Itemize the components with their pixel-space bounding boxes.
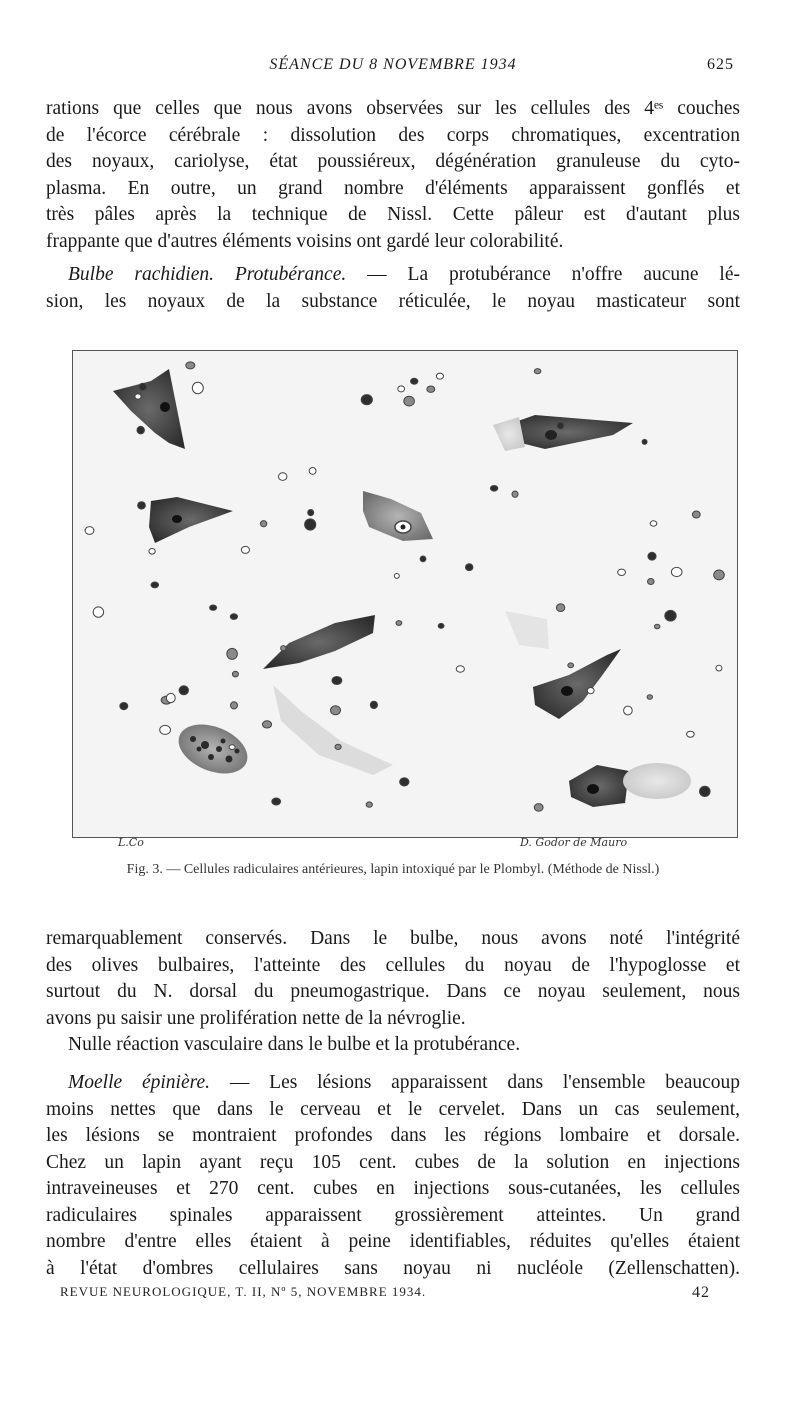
glial-nucleus: [139, 383, 147, 390]
nucleolus: [401, 525, 406, 530]
glial-nucleus: [568, 663, 574, 668]
glial-nucleus: [93, 607, 103, 617]
glial-nucleus: [160, 725, 171, 734]
glial-nucleus: [411, 378, 418, 384]
micrograph-illustration: [73, 351, 737, 837]
glial-nucleus: [230, 614, 237, 620]
pale-cell: [623, 763, 691, 799]
glial-nucleus: [272, 798, 281, 805]
glial-nucleus: [186, 362, 195, 369]
glial-nucleus: [227, 648, 238, 659]
text-line: [46, 1070, 740, 1097]
glial-nucleus: [687, 731, 695, 737]
sheet-number: 42: [692, 1284, 710, 1301]
glial-nucleus: [281, 646, 286, 651]
paragraph-vascular: [46, 1032, 740, 1059]
glial-nucleus: [192, 382, 203, 393]
glial-nucleus: [179, 686, 188, 695]
glial-nucleus: [716, 665, 722, 671]
journal-reference: REVUE NEUROLOGIQUE, T. II, Nº 5, NOVEMBRE 1934.: [60, 1284, 427, 1299]
glial-nucleus: [700, 786, 711, 796]
text-line: plasma. En outre, un grand nombre d'éléments apparaissent gonflés et: [46, 177, 740, 199]
glial-nucleus: [232, 671, 238, 677]
glial-nucleus: [305, 519, 316, 530]
nucleus: [172, 515, 182, 523]
page-number: 625: [707, 56, 734, 73]
glial-nucleus: [512, 491, 518, 497]
paragraph-cortex: [46, 96, 740, 255]
glial-nucleus: [260, 521, 266, 527]
paragraph-bulbe: [46, 262, 740, 315]
text-run: — Les lésions apparaissent dans l'ensemble beaucoup: [210, 1072, 740, 1093]
glial-nucleus: [420, 556, 426, 562]
text-line: [46, 262, 740, 289]
glial-nucleus: [335, 744, 341, 749]
glial-nucleus: [309, 468, 316, 475]
nucleus: [545, 430, 557, 440]
glial-nucleus: [624, 706, 633, 715]
glial-nucleus: [648, 579, 655, 585]
glial-nucleus: [534, 369, 541, 374]
text-line: les lésions se montraient profondes dans les régions lombaire et dorsale.: [46, 1125, 740, 1146]
glial-nucleus: [692, 511, 700, 518]
glial-nucleus: [654, 624, 660, 628]
glial-nucleus: [400, 778, 409, 786]
glial-nucleus: [210, 605, 217, 610]
glial-nucleus: [279, 473, 287, 481]
glial-nucleus: [436, 373, 443, 379]
glial-nucleus: [151, 582, 159, 588]
glial-nucleus: [394, 574, 399, 579]
text-line: surtout du N. dorsal du pneumogastrique. Dans ce noyau seulement, nous: [46, 981, 740, 1002]
glial-nucleus: [262, 721, 271, 728]
glial-nucleus: [166, 693, 175, 702]
glial-nucleus: [135, 394, 141, 399]
glial-nucleus: [361, 395, 372, 405]
paragraph-bulbe-continued: [46, 926, 740, 1032]
glial-nucleus: [231, 702, 238, 709]
glial-nucleus: [587, 688, 594, 694]
text-line: moins nettes que dans le cerveau et le cervelet. Dans un cas seulement,: [46, 1098, 740, 1120]
text-line: Chez un lapin ayant reçu 105 cent. cubes de la solution en injections: [46, 1151, 740, 1173]
text-line: très pâles après la technique de Nissl. Cette pâleur est d'autant plus: [46, 204, 740, 225]
text-line: nombre d'entre elles étaient à peine identifiables, réduites qu'elles étaient: [46, 1231, 740, 1252]
text-line: sion, les noyaux de la substance réticulée, le noyau masticateur sont: [46, 290, 740, 312]
glial-nucleus: [534, 804, 543, 812]
text-line: des olives bulbaires, l'atteinte des cellules du noyau de l'hypoglosse et: [46, 954, 740, 976]
glial-nucleus: [648, 552, 656, 560]
nucleus: [160, 402, 170, 412]
text-line: de l'écorce cérébrale : dissolution des corps chromatiques, excentration: [46, 124, 740, 146]
glial-nucleus: [396, 621, 402, 626]
glial-nucleus: [671, 567, 682, 576]
illustrator-signature-left: L.Co: [118, 836, 144, 849]
glial-nucleus: [370, 701, 377, 708]
glial-nucleus: [137, 426, 144, 434]
glial-nucleus: [120, 703, 128, 710]
glial-nucleus: [308, 510, 314, 516]
figure-nissl-micrograph: [72, 350, 738, 838]
figure-caption: Fig. 3. — Cellules radiculaires antérieures, lapin intoxiqué par le Plombyl. (Méthode de Nissl.): [126, 862, 660, 877]
glial-nucleus: [618, 569, 626, 575]
running-title: SÉANCE DU 8 NOVEMBRE 1934: [269, 56, 517, 73]
glial-nucleus: [665, 610, 676, 621]
section-heading-moelle: Moelle épinière.: [68, 1072, 211, 1093]
text-line: frappante que d'autres éléments voisins ont gardé leur colorabilité.: [46, 230, 564, 252]
glial-nucleus: [466, 564, 473, 571]
text-line: radiculaires spinales apparaissent grossièrement atteintes. Un grand: [46, 1204, 740, 1226]
text-line: Nulle réaction vasculaire dans le bulbe et la protubérance.: [68, 1034, 521, 1055]
nucleus: [561, 686, 573, 696]
glial-nucleus: [398, 386, 405, 392]
glial-nucleus: [427, 386, 435, 392]
glial-nucleus: [404, 396, 415, 406]
glial-nucleus: [229, 745, 235, 750]
glial-nucleus: [650, 521, 657, 526]
page-footer: [60, 1284, 710, 1308]
text-line: rations que celles que nous avons observées sur les cellules des 4ᵉˢ couches: [46, 98, 740, 119]
text-line: remarquablement conservés. Dans le bulbe, nous avons noté l'intégrité: [46, 928, 740, 949]
glial-nucleus: [149, 549, 155, 555]
text-line: à l'état d'ombres cellulaires sans noyau ni nucléole (Zellenschatten).: [46, 1257, 740, 1279]
text-line: intraveineuses et 270 cent. cubes en injections sous-cutanées, les cellules: [46, 1178, 740, 1199]
glial-nucleus: [647, 695, 652, 700]
text-run: — La protubérance n'offre aucune lé-: [346, 264, 741, 285]
glial-nucleus: [557, 422, 564, 429]
glial-nucleus: [456, 666, 464, 672]
glial-nucleus: [556, 604, 564, 612]
glial-nucleus: [331, 706, 341, 715]
illustrator-signature-right: D. Godor de Mauro: [520, 836, 628, 849]
glial-nucleus: [332, 677, 342, 685]
glial-nucleus: [85, 527, 94, 535]
glial-nucleus: [714, 570, 725, 580]
running-header: [46, 56, 740, 84]
glial-nucleus: [366, 802, 372, 807]
glial-nucleus: [241, 546, 249, 553]
glial-nucleus: [138, 502, 146, 509]
nucleus: [587, 784, 599, 794]
paragraph-moelle: [46, 1070, 740, 1282]
glial-nucleus: [642, 439, 647, 444]
glial-nucleus: [438, 623, 444, 628]
text-line: des noyaux, cariolyse, état poussiéreux, dégénération granuleuse du cyto-: [46, 151, 740, 172]
section-heading-bulbe: Bulbe rachidien. Protubérance.: [68, 264, 347, 285]
text-line: avons pu saisir une prolifération nette de la névroglie.: [46, 1007, 466, 1029]
glial-nucleus: [490, 486, 497, 492]
